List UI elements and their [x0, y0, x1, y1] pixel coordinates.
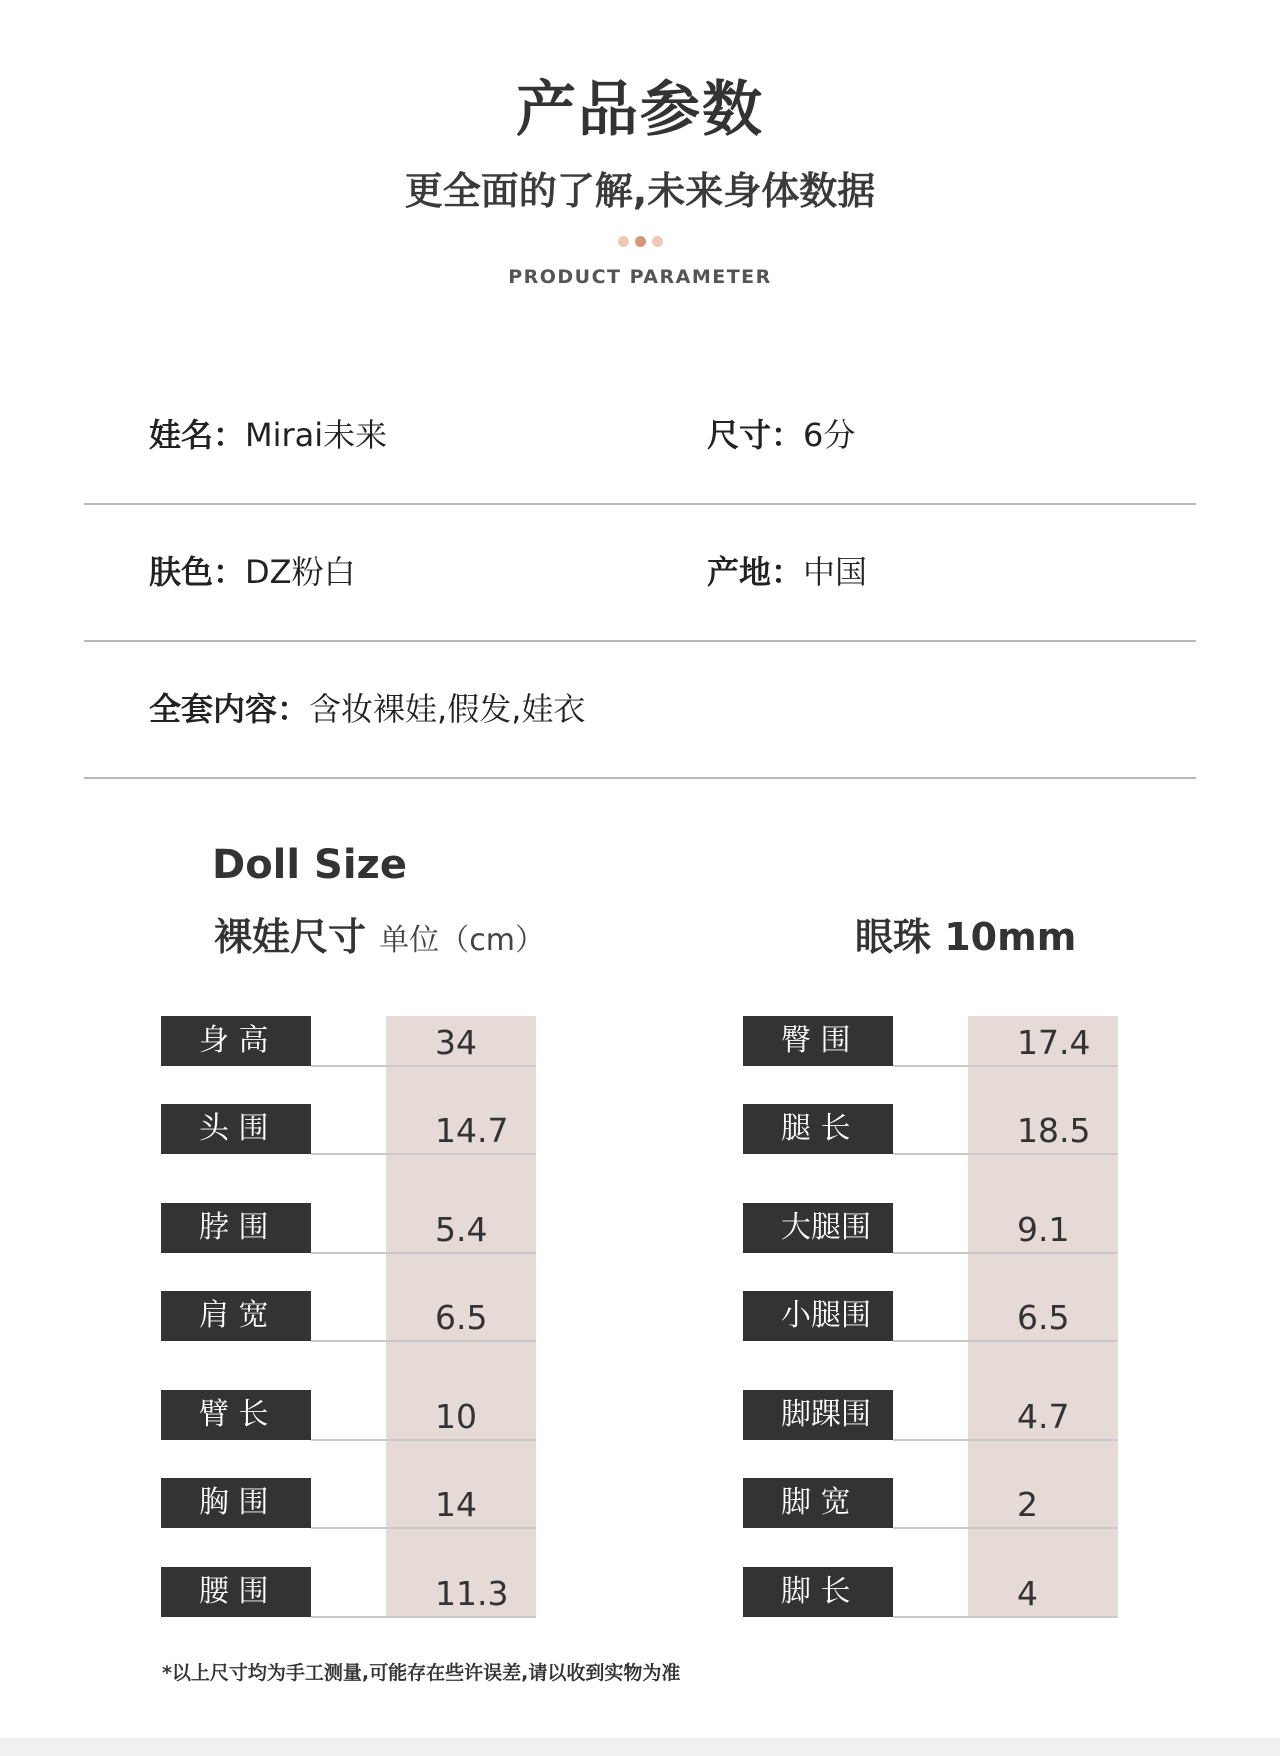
measure-value: 9.1	[1017, 1210, 1070, 1249]
measure-label: 脚 宽	[743, 1478, 893, 1528]
measure-value: 10	[435, 1397, 477, 1436]
measure-label: 腰 围	[161, 1567, 311, 1617]
info-set-value: 含妆裸娃,假发,娃衣	[309, 690, 586, 728]
page-subtitle: 更全面的了解,未来身体数据	[404, 169, 876, 213]
row-divider	[311, 1527, 536, 1529]
measure-label: 脖 围	[161, 1203, 311, 1253]
size-table-title	[214, 906, 545, 961]
measure-label: 头 围	[161, 1104, 311, 1154]
decorative-dots	[0, 236, 1280, 247]
measure-label: 胸 围	[161, 1478, 311, 1528]
measure-value: 18.5	[1017, 1111, 1091, 1150]
measure-label: 身 高	[161, 1016, 311, 1066]
bottom-band	[0, 1738, 1280, 1756]
measure-label: 腿 长	[743, 1104, 893, 1154]
info-row-skin-origin	[84, 503, 1196, 642]
measurement-note: *以上尺寸均为手工测量,可能存在些许误差,请以收到实物为准	[162, 1662, 681, 1684]
measure-label: 臀 围	[743, 1016, 893, 1066]
info-name-key: 娃名：	[149, 416, 246, 454]
measure-label: 肩 宽	[161, 1291, 311, 1341]
dot-icon	[635, 236, 646, 247]
row-divider	[893, 1616, 1118, 1618]
measure-value: 4	[1017, 1574, 1038, 1613]
info-set-key: 全套内容：	[149, 690, 310, 728]
row-divider	[893, 1252, 1118, 1254]
row-divider	[893, 1439, 1118, 1441]
info-skin	[149, 547, 356, 593]
measure-value: 11.3	[435, 1574, 509, 1613]
doll-size-title: Doll Size	[212, 842, 407, 888]
row-divider	[311, 1252, 536, 1254]
row-divider	[893, 1340, 1118, 1342]
info-skin-value: DZ粉白	[245, 553, 356, 591]
english-subtitle: PRODUCT PARAMETER	[508, 266, 772, 288]
dot-icon	[652, 236, 663, 247]
info-name	[149, 410, 387, 456]
info-origin-key: 产地：	[707, 553, 804, 591]
info-skin-key: 肤色：	[149, 553, 246, 591]
measure-label: 小腿围	[743, 1291, 893, 1341]
size-unit: 单位（cm）	[379, 923, 545, 958]
info-row-name-size	[84, 366, 1196, 505]
size-title-cn: 裸娃尺寸	[214, 915, 367, 959]
info-origin-value: 中国	[803, 553, 868, 591]
measure-value: 5.4	[435, 1210, 488, 1249]
eye-size: 眼珠 10mm	[855, 915, 1077, 959]
measure-value: 14	[435, 1485, 477, 1524]
info-size-value: 6分	[803, 416, 856, 454]
page-title: 产品参数	[516, 75, 764, 145]
info-size	[707, 410, 855, 456]
measure-value: 4.7	[1017, 1397, 1070, 1436]
info-origin	[707, 547, 867, 593]
row-divider	[311, 1065, 536, 1067]
info-set	[149, 684, 585, 730]
measure-value: 6.5	[1017, 1298, 1070, 1337]
measure-value: 6.5	[435, 1298, 488, 1337]
measure-label: 臂 长	[161, 1390, 311, 1440]
measure-label: 大腿围	[743, 1203, 893, 1253]
row-divider	[311, 1439, 536, 1441]
info-name-value: Mirai未来	[245, 416, 388, 454]
measure-value: 17.4	[1017, 1023, 1091, 1062]
measure-label: 脚 长	[743, 1567, 893, 1617]
row-divider	[893, 1527, 1118, 1529]
measure-value: 34	[435, 1023, 477, 1062]
info-size-key: 尺寸：	[707, 416, 804, 454]
measure-label: 脚踝围	[743, 1390, 893, 1440]
info-row-set	[84, 640, 1196, 779]
dot-icon	[618, 236, 629, 247]
measure-value: 14.7	[435, 1111, 509, 1150]
row-divider	[311, 1340, 536, 1342]
measure-value: 2	[1017, 1485, 1038, 1524]
